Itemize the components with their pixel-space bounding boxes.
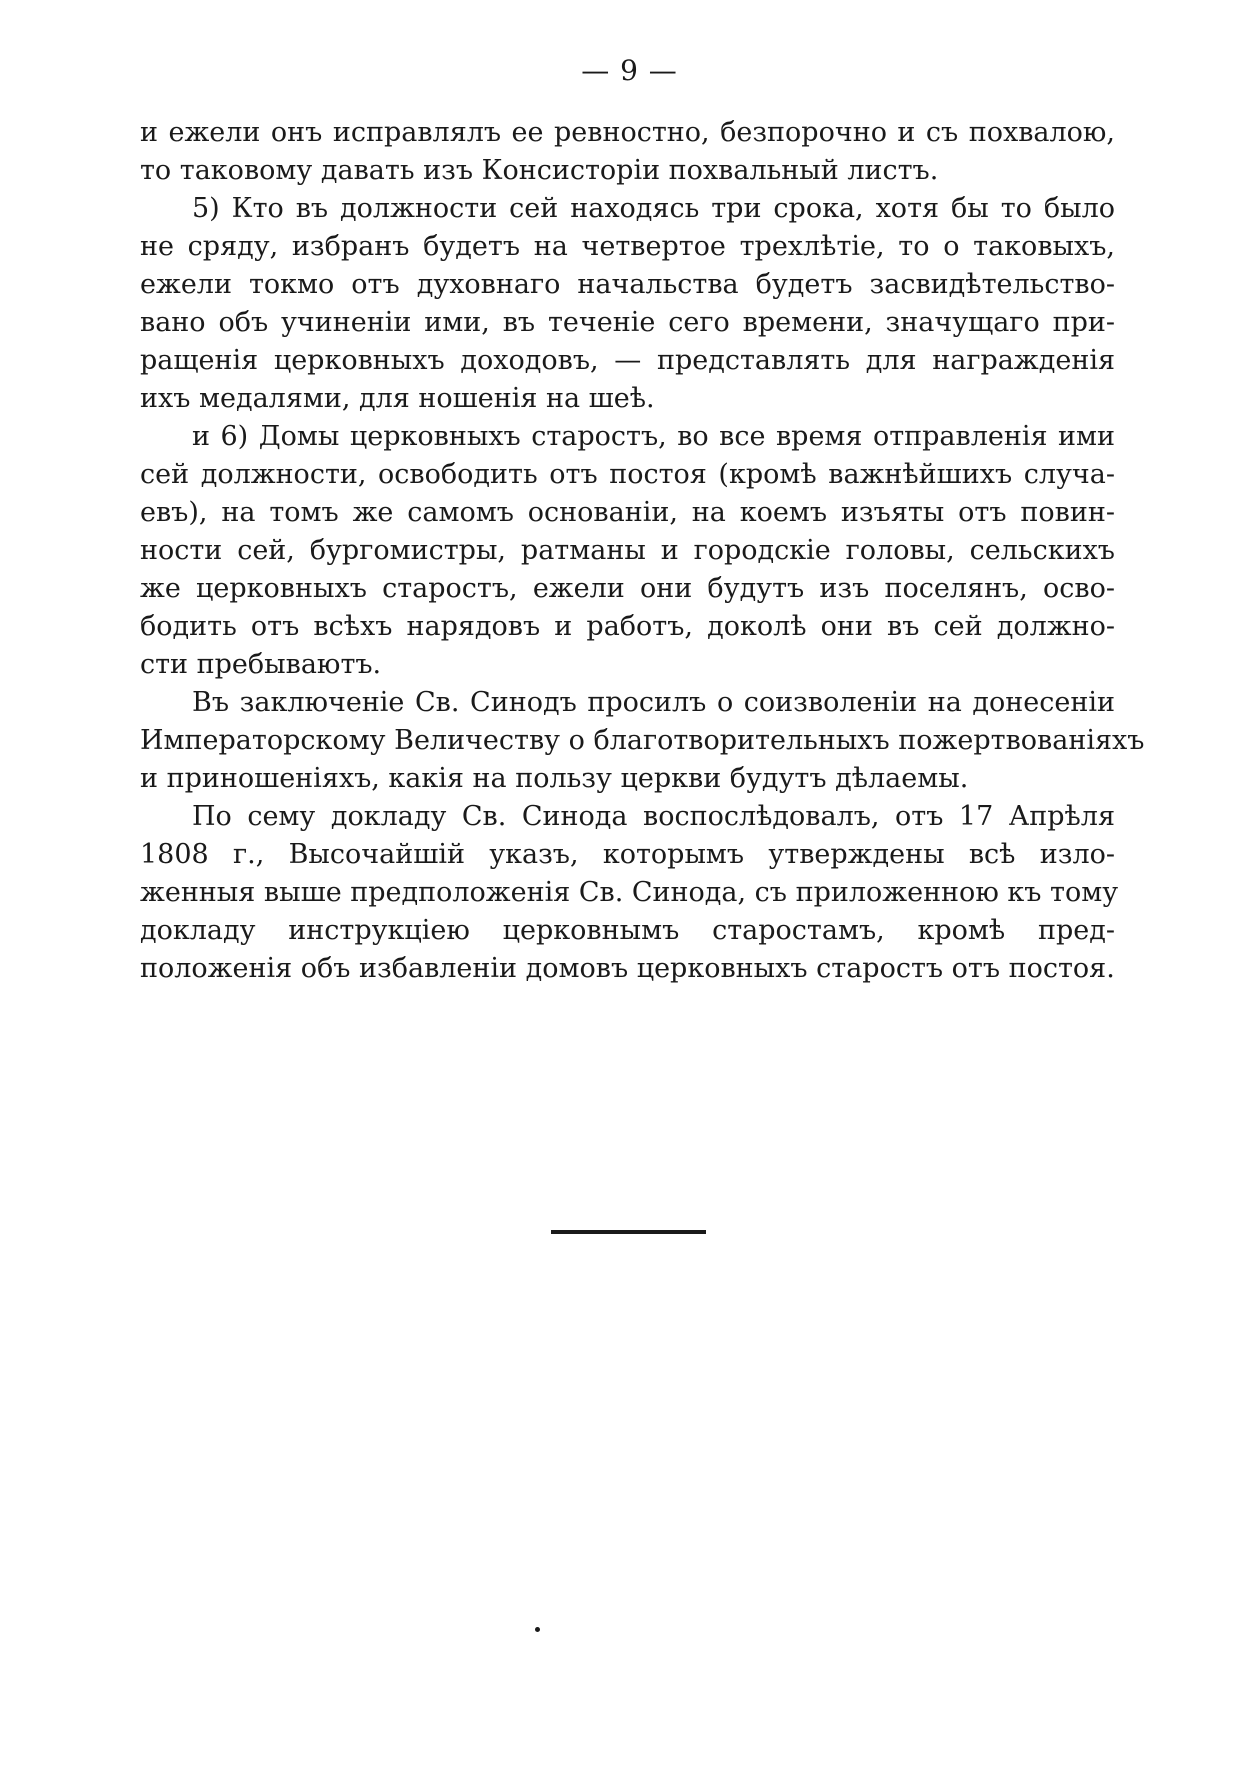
- text-line: же церковныхъ старостъ, ежели они будутъ изъ поселянъ, осво-: [140, 573, 1115, 604]
- text-line: сей должности, освободить отъ постоя (кромѣ важнѣйшихъ случа-: [140, 459, 1115, 490]
- text-line: и 6) Домы церковныхъ старостъ, во все время отправленія ими: [192, 421, 1115, 452]
- text-line: докладу инструкціею церковнымъ старостамъ, кромѣ пред-: [140, 915, 1115, 946]
- text-line: ращенія церковныхъ доходовъ, — представлять для награжденія: [140, 345, 1115, 376]
- paragraph: [140, 418, 1115, 684]
- page-number: — 9 —: [581, 54, 678, 87]
- paragraph: [140, 114, 1115, 190]
- text-line: и ежели онъ исправлялъ ее ревностно, безпорочно и съ похвалою,: [140, 117, 1115, 148]
- section-end-rule: [551, 1230, 706, 1234]
- paragraph: [140, 190, 1115, 418]
- body-text: [140, 114, 1145, 988]
- paragraph: [140, 684, 1145, 798]
- text-line: женныя выше предположенія Св. Синода, съ приложенною къ тому: [140, 877, 1119, 908]
- text-line: не сряду, избранъ будетъ на четвертое трехлѣтіе, то о таковыхъ,: [140, 231, 1115, 262]
- text-line: сти пребываютъ.: [140, 649, 382, 680]
- text-line: положенія объ избавленіи домовъ церковныхъ старостъ отъ постоя.: [140, 953, 1115, 984]
- text-line: Въ заключеніе Св. Синодъ просилъ о соизволеніи на донесеніи: [192, 687, 1115, 718]
- stray-dot-mark: [535, 1627, 540, 1632]
- paragraph: [140, 798, 1119, 988]
- text-line: вано объ учиненіи ими, въ теченіе сего времени, значущаго при-: [140, 307, 1115, 338]
- text-line: ихъ медалями, для ношенія на шеѣ.: [140, 383, 655, 414]
- text-line: ежели токмо отъ духовнаго начальства будетъ засвидѣтельство-: [140, 269, 1115, 300]
- text-line: Императорскому Величеству о благотворительныхъ пожертвованіяхъ: [140, 725, 1145, 756]
- text-line: то таковому давать изъ Консисторіи похвальный листъ.: [140, 155, 939, 186]
- text-line: 1808 г., Высочайшій указъ, которымъ утверждены всѣ изло-: [140, 839, 1115, 870]
- text-line: бодить отъ всѣхъ нарядовъ и работъ, доколѣ они въ сей должно-: [140, 611, 1115, 642]
- text-line: 5) Кто въ должности сей находясь три срока, хотя бы то было: [192, 193, 1115, 224]
- text-line: евъ), на томъ же самомъ основаніи, на коемъ изъяты отъ повин-: [140, 497, 1115, 528]
- text-line: По сему докладу Св. Синода воспослѣдовалъ, отъ 17 Апрѣля: [192, 801, 1115, 832]
- text-line: и приношеніяхъ, какія на пользу церкви будутъ дѣлаемы.: [140, 763, 969, 794]
- text-line: ности сей, бургомистры, ратманы и городскіе головы, сельскихъ: [140, 535, 1115, 566]
